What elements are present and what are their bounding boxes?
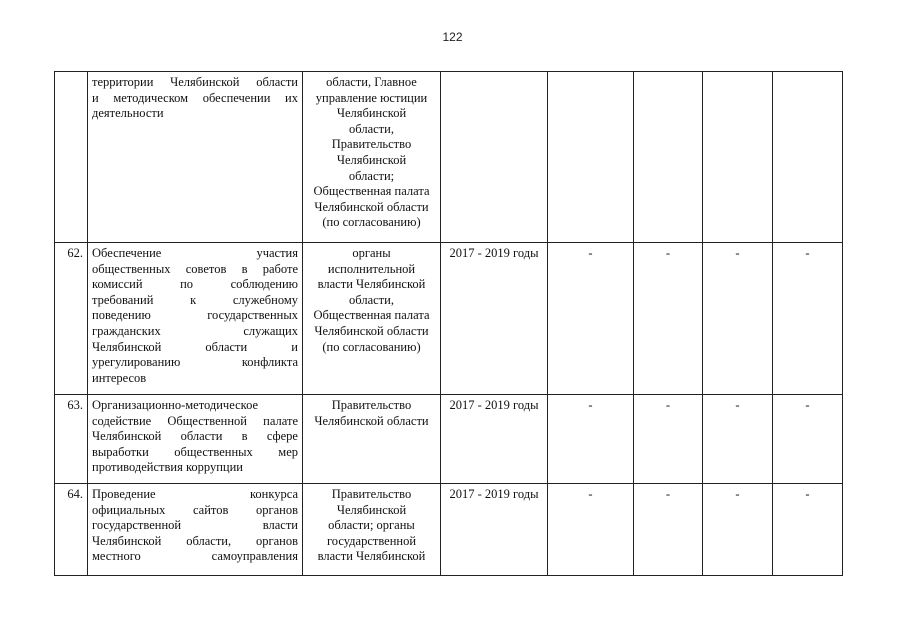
responsible-executors: Правительство Челябинской области; органы государственной власти Челябинской <box>303 484 441 576</box>
funding-cell-4 <box>773 72 843 243</box>
measure-description: Организационно-методическое содействие Общественной палате Челябинской области в сфере выработки общественных мер противодействия коррупции <box>88 395 303 484</box>
measure-description: Обеспечение участия общественных советов в работе комиссий по соблюдению требований к служебному поведению государственных гражданских служащих Челябинской области и урегулированию конфликта интересов <box>88 243 303 395</box>
implementation-term <box>441 72 548 243</box>
row-number: 64. <box>55 484 88 576</box>
funding-cell-3: - <box>703 395 773 484</box>
funding-cell-3: - <box>703 484 773 576</box>
table-row <box>55 243 843 395</box>
table-row <box>55 395 843 484</box>
funding-cell-3 <box>703 72 773 243</box>
table-row <box>55 72 843 243</box>
page-number: 122 <box>442 30 463 44</box>
row-number: 62. <box>55 243 88 395</box>
funding-cell-2: - <box>634 484 703 576</box>
implementation-term: 2017 - 2019 годы <box>441 243 548 395</box>
implementation-term: 2017 - 2019 годы <box>441 484 548 576</box>
funding-cell-1 <box>548 72 634 243</box>
funding-cell-4: - <box>773 395 843 484</box>
funding-cell-4: - <box>773 484 843 576</box>
row-number: 63. <box>55 395 88 484</box>
funding-cell-1: - <box>548 395 634 484</box>
implementation-term: 2017 - 2019 годы <box>441 395 548 484</box>
row-number <box>55 72 88 243</box>
measures-table <box>54 71 843 576</box>
table-row <box>55 484 843 576</box>
funding-cell-2: - <box>634 243 703 395</box>
funding-cell-4: - <box>773 243 843 395</box>
funding-cell-1: - <box>548 243 634 395</box>
responsible-executors: области, Главное управление юстиции Челябинской области, Правительство Челябинской области; Общественная палата Челябинской области (по согласованию) <box>303 72 441 243</box>
responsible-executors: органы исполнительной власти Челябинской области, Общественная палата Челябинской области (по согласованию) <box>303 243 441 395</box>
responsible-executors: Правительство Челябинской области <box>303 395 441 484</box>
funding-cell-2: - <box>634 395 703 484</box>
funding-cell-3: - <box>703 243 773 395</box>
measure-description: территории Челябинской области и методическом обеспечении их деятельности <box>88 72 303 243</box>
funding-cell-1: - <box>548 484 634 576</box>
measure-description: Проведение конкурса официальных сайтов органов государственной власти Челябинской области, органов местного самоуправления <box>88 484 303 576</box>
funding-cell-2 <box>634 72 703 243</box>
